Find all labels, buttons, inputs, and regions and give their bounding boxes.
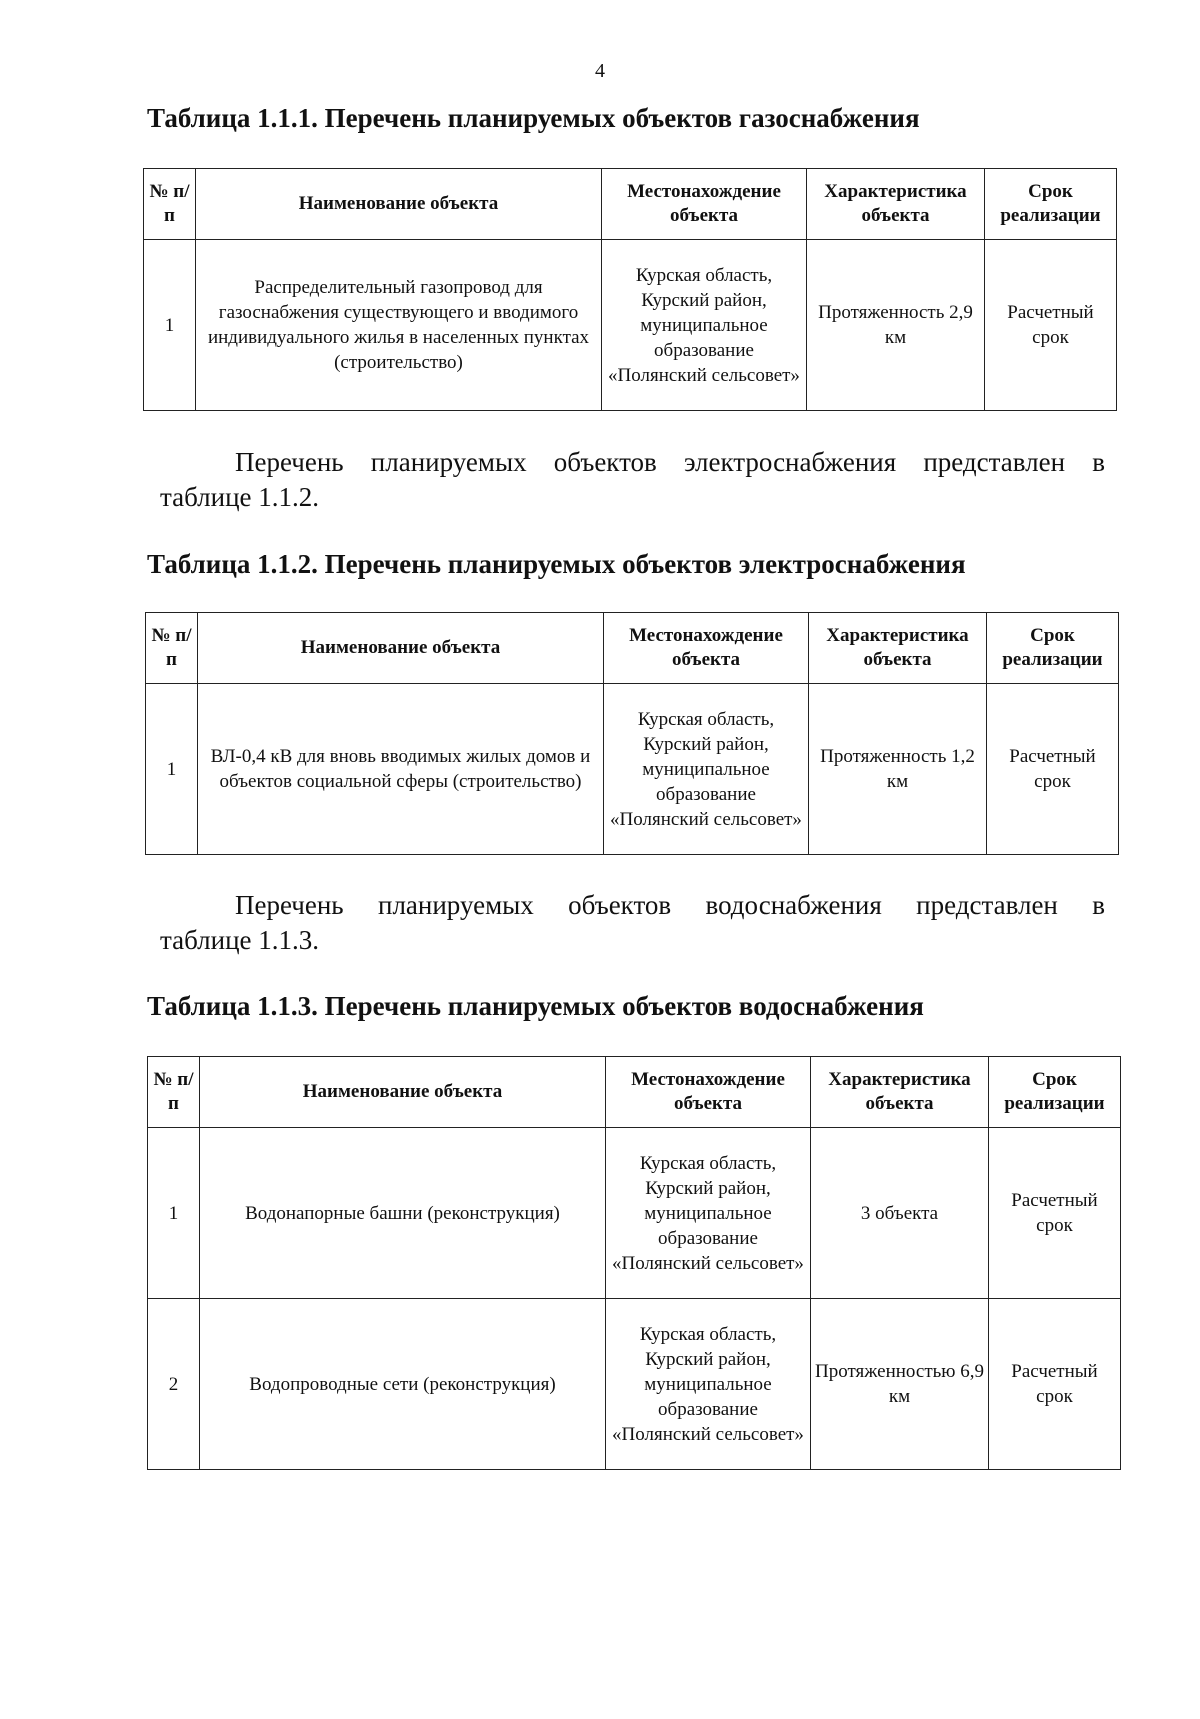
cell-characteristic: 3 объекта [811,1128,989,1299]
table-row [144,240,1117,411]
table-2-caption: Таблица 1.1.2. Перечень планируемых объектов электроснабжения [147,549,966,579]
paragraph-line: таблице 1.1.3. [160,925,320,955]
col-header-num: № п/п [146,613,198,684]
paragraph-line: Перечень планируемых объектов электроснабжения представлен в [235,447,1105,477]
cell-location: Курская область, Курский район, муниципальное образование «Полянский сельсовет» [604,684,809,855]
table-header-row [146,613,1119,684]
cell-name: Распределительный газопровод для газоснабжения существующего и вводимого индивидуального жилья в населенных пунктах (строительство) [196,240,602,411]
cell-term: Расчетный срок [987,684,1119,855]
col-header-num: № п/п [148,1057,200,1128]
table-1-caption: Таблица 1.1.1. Перечень планируемых объектов газоснабжения [147,103,920,133]
table-header-row [144,169,1117,240]
cell-name: ВЛ-0,4 кВ для вновь вводимых жилых домов и объектов социальной сферы (строительство) [198,684,604,855]
col-header-term: Срок реализации [987,613,1119,684]
table-row [148,1299,1121,1470]
cell-location: Курская область, Курский район, муниципальное образование «Полянский сельсовет» [606,1299,811,1470]
cell-num: 2 [148,1299,200,1470]
cell-characteristic: Протяженность 2,9 км [807,240,985,411]
table-row [146,684,1119,855]
cell-location: Курская область, Курский район, муниципальное образование «Полянский сельсовет» [606,1128,811,1299]
col-header-characteristic: Характеристика объекта [807,169,985,240]
cell-term: Расчетный срок [989,1128,1121,1299]
gas-supply-table [143,168,1117,411]
page-number: 4 [595,60,605,82]
paragraph-electricity [160,445,1105,515]
cell-characteristic: Протяженностью 6,9 км [811,1299,989,1470]
col-header-name: Наименование объекта [196,169,602,240]
water-supply-table [147,1056,1121,1470]
col-header-characteristic: Характеристика объекта [811,1057,989,1128]
cell-name: Водонапорные башни (реконструкция) [200,1128,606,1299]
col-header-location: Местонахождение объекта [604,613,809,684]
cell-term: Расчетный срок [985,240,1117,411]
cell-num: 1 [146,684,198,855]
col-header-name: Наименование объекта [198,613,604,684]
col-header-location: Местонахождение объекта [606,1057,811,1128]
table-header-row [148,1057,1121,1128]
col-header-term: Срок реализации [989,1057,1121,1128]
paragraph-line: Перечень планируемых объектов водоснабжения представлен в [235,890,1105,920]
cell-characteristic: Протяженность 1,2 км [809,684,987,855]
cell-num: 1 [148,1128,200,1299]
col-header-location: Местонахождение объекта [602,169,807,240]
col-header-name: Наименование объекта [200,1057,606,1128]
electricity-supply-table [145,612,1119,855]
col-header-characteristic: Характеристика объекта [809,613,987,684]
col-header-term: Срок реализации [985,169,1117,240]
table-3-caption: Таблица 1.1.3. Перечень планируемых объектов водоснабжения [147,991,924,1021]
cell-location: Курская область, Курский район, муниципальное образование «Полянский сельсовет» [602,240,807,411]
cell-num: 1 [144,240,196,411]
cell-name: Водопроводные сети (реконструкция) [200,1299,606,1470]
col-header-num: № п/п [144,169,196,240]
table-row [148,1128,1121,1299]
paragraph-line: таблице 1.1.2. [160,482,320,512]
cell-term: Расчетный срок [989,1299,1121,1470]
paragraph-water [160,888,1105,958]
